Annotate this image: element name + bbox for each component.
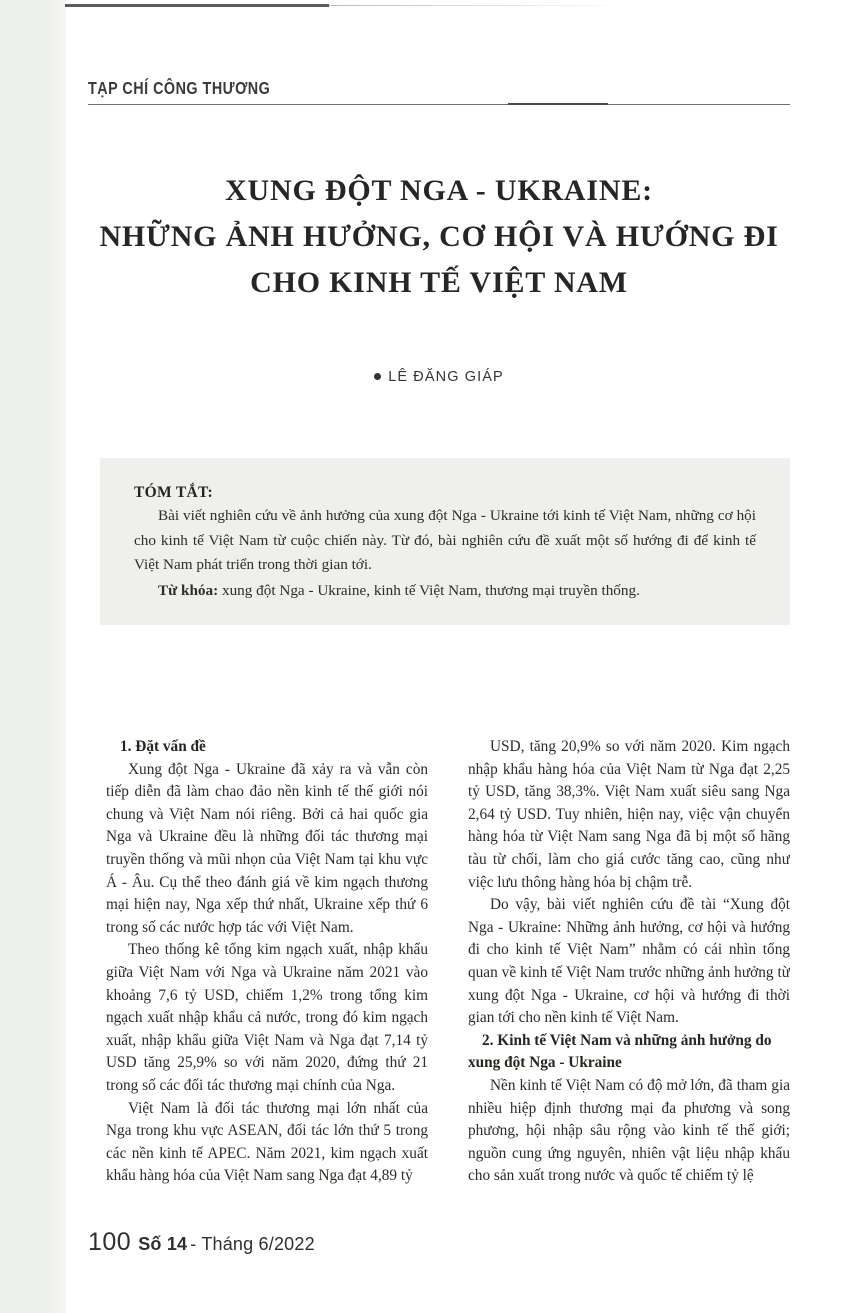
- page-number: 100: [88, 1228, 132, 1256]
- article-title: [84, 168, 794, 306]
- author-block: [84, 368, 794, 386]
- column-right: [468, 736, 790, 1206]
- issue-number: Số 14: [138, 1234, 188, 1254]
- abstract-body: Bài viết nghiên cứu về ảnh hưởng của xung đột Nga - Ukraine tới kinh tế Việt Nam, những cơ hội cho kinh tế Việt Nam từ cuộc chiến này. Từ đó, bài nghiên cứu đề xuất một số hướng đi để kinh tế Việt Nam phát triển trong thời gian tới.: [134, 507, 756, 573]
- paragraph: Theo thống kê tổng kim ngạch xuất, nhập khẩu giữa Việt Nam với Nga và Ukraine năm 2021 vào khoảng 7,6 tỷ USD, chiếm 1,2% trong tổng kim ngạch xuất nhập khẩu cả nước, trong đó kim ngạch xuất, nhập khẩu giữa Việt Nam và Nga đạt 7,14 tỷ USD tăng 25,9% so với năm 2020, đứng thứ 21 trong số các đối tác thương mại chính của Nga.: [106, 941, 428, 1094]
- masthead-rule: [88, 104, 790, 105]
- article-title-line-3: CHO KINH TẾ VIỆT NAM: [250, 266, 628, 299]
- paragraph: Xung đột Nga - Ukraine đã xảy ra và vẫn còn tiếp diễn đã làm chao đảo nền kinh tế thế giới nói chung và Việt Nam nói riêng. Bởi cả hai quốc gia Nga và Ukraine đều là những đối tác thương mại truyền thống và mũi nhọn của Việt Nam tại khu vực Á - Âu. Cụ thể theo đánh giá về kim ngạch thương mại hiện nay, Nga xếp thứ nhất, Ukraine xếp thứ 6 trong số các nước hợp tác với Việt Nam.: [106, 760, 428, 936]
- masthead-title: TẠP CHÍ CÔNG THƯƠNG: [88, 78, 271, 98]
- abstract-heading: TÓM TẮT:: [134, 484, 213, 501]
- bullet-icon: [374, 373, 381, 380]
- section-heading-1: 1. Đặt vấn đề: [120, 738, 206, 755]
- paragraph: Nền kinh tế Việt Nam có độ mở lớn, đã tham gia nhiều hiệp định thương mại đa phương và song phương, hội nhập sâu rộng vào kinh tế thế giới; nguồn cung ứng nguyên, nhiên vật liệu nhập khẩu cho sản xuất trong nước và quốc tế chiếm tỷ lệ: [468, 1076, 790, 1185]
- issue-date: - Tháng 6/2022: [190, 1234, 315, 1254]
- masthead-rule-accent: [508, 103, 608, 105]
- author-name: LÊ ĐĂNG GIÁP: [388, 369, 504, 385]
- paragraph: Việt Nam là đối tác thương mại lớn nhất của Nga trong khu vực ASEAN, đối tác lớn thứ 5 trong các nền kinh tế APEC. Năm 2021, kim ngạch xuất khẩu hàng hóa của Việt Nam sang Nga đạt 4,89 tỷ: [106, 1099, 428, 1185]
- author-line: [374, 369, 504, 385]
- paragraph: USD, tăng 20,9% so với năm 2020. Kim ngạch nhập khẩu hàng hóa của Việt Nam từ Nga đạt 2,25 tỷ USD, tăng 38,3%. Việt Nam xuất siêu sang Nga 2,64 tỷ USD. Tuy nhiên, hiện nay, việc vận chuyển hàng hóa từ Việt Nam sang Nga đã bị một số hãng tàu từ chối, làm cho giá cước tăng cao, cũng như việc lưu thông hàng hóa bị chậm trễ.: [468, 738, 790, 891]
- column-left: [106, 736, 428, 1206]
- scan-artifact-line: [65, 4, 329, 7]
- keywords-label: Từ khóa:: [158, 581, 219, 599]
- article-title-line-1: XUNG ĐỘT NGA - UKRAINE:: [225, 174, 653, 207]
- keywords-value: xung đột Nga - Ukraine, kinh tế Việt Nam, thương mại truyền thống.: [218, 581, 640, 599]
- abstract-keywords: [134, 579, 756, 604]
- scan-artifact-line-fade: [329, 5, 629, 6]
- body-columns: [106, 736, 790, 1206]
- abstract-box: [100, 458, 790, 625]
- masthead: [88, 78, 790, 99]
- page-footer: [88, 1228, 315, 1257]
- paragraph: Do vậy, bài viết nghiên cứu đề tài “Xung đột Nga - Ukraine: Những ảnh hưởng, cơ hội và hướng đi cho kinh tế Việt Nam” nhằm có cái nhìn tổng quan về kinh tế Việt Nam trước những ảnh hưởng từ xung đột Nga - Ukraine, cơ hội và hướng đi thời gian tới cho nền kinh tế Việt Nam.: [468, 896, 790, 1027]
- section-heading-2: 2. Kinh tế Việt Nam và những ảnh hưởng do xung đột Nga - Ukraine: [468, 1031, 772, 1072]
- article-title-line-2: NHỮNG ẢNH HƯỞNG, CƠ HỘI VÀ HƯỚNG ĐI: [99, 220, 779, 253]
